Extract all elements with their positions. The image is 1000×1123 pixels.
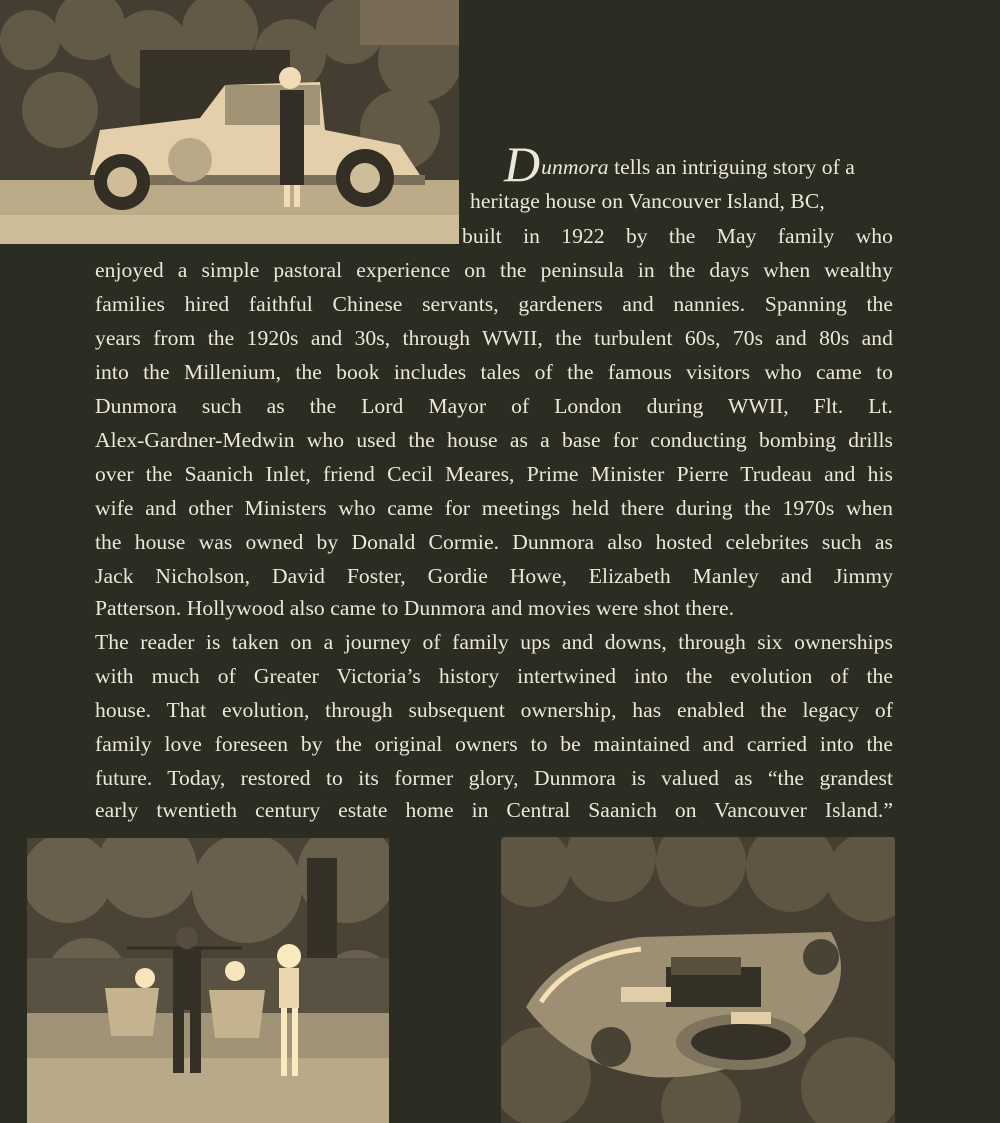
paragraph-line: Jack Nicholson, David Foster, Gordie Howe, Elizabeth Manley and Jimmy bbox=[95, 564, 893, 588]
paragraph-line: future. Today, restored to its former glory, Dunmora is valued as “the grandest bbox=[95, 766, 893, 790]
estate-aerial-photo bbox=[501, 837, 895, 1123]
paragraph-line: wife and other Ministers who came for meetings held there during the 1970s when bbox=[95, 496, 893, 520]
drop-cap: D bbox=[504, 136, 541, 192]
paragraph-line: over the Saanich Inlet, friend Cecil Meares, Prime Minister Pierre Trudeau and his bbox=[95, 462, 893, 486]
intro-line-1-rest: tells an intriguing story of a bbox=[608, 155, 855, 179]
intro-line-3: built in 1922 by the May family who bbox=[462, 224, 893, 248]
paragraph-line: enjoyed a simple pastoral experience on the peninsula in the days when wealthy bbox=[95, 258, 893, 282]
paragraph-line: Patterson. Hollywood also came to Dunmora and movies were shot there. bbox=[95, 596, 735, 620]
paragraph-line: Alex-Gardner-Medwin who used the house as a base for conducting bombing drills bbox=[95, 428, 893, 452]
family-garden-photo bbox=[27, 838, 389, 1123]
intro-line-2: heritage house on Vancouver Island, BC, bbox=[470, 189, 825, 213]
paragraph-line: years from the 1920s and 30s, through WWII, the turbulent 60s, 70s and 80s and bbox=[95, 326, 893, 350]
paragraph-line: early twentieth century estate home in Central Saanich on Vancouver Island.” bbox=[95, 798, 893, 822]
intro-line-1 bbox=[504, 136, 855, 192]
paragraph-line: The reader is taken on a journey of family ups and downs, through six ownerships bbox=[95, 630, 893, 654]
paragraph-line: with much of Greater Victoria’s history intertwined into the evolution of the bbox=[95, 664, 893, 688]
dunmora-word: unmora bbox=[541, 155, 609, 179]
paragraph-line: families hired faithful Chinese servants, gardeners and nannies. Spanning the bbox=[95, 292, 893, 316]
vintage-car-photo bbox=[0, 0, 459, 244]
paragraph-line: into the Millenium, the book includes tales of the famous visitors who came to bbox=[95, 360, 893, 384]
paragraph-line: Dunmora such as the Lord Mayor of London during WWII, Flt. Lt. bbox=[95, 394, 893, 418]
paragraph-line: family love foreseen by the original owners to be maintained and carried into the bbox=[95, 732, 893, 756]
paragraph-line: the house was owned by Donald Cormie. Dunmora also hosted celebrites such as bbox=[95, 530, 893, 554]
paragraph-line: house. That evolution, through subsequent ownership, has enabled the legacy of bbox=[95, 698, 893, 722]
